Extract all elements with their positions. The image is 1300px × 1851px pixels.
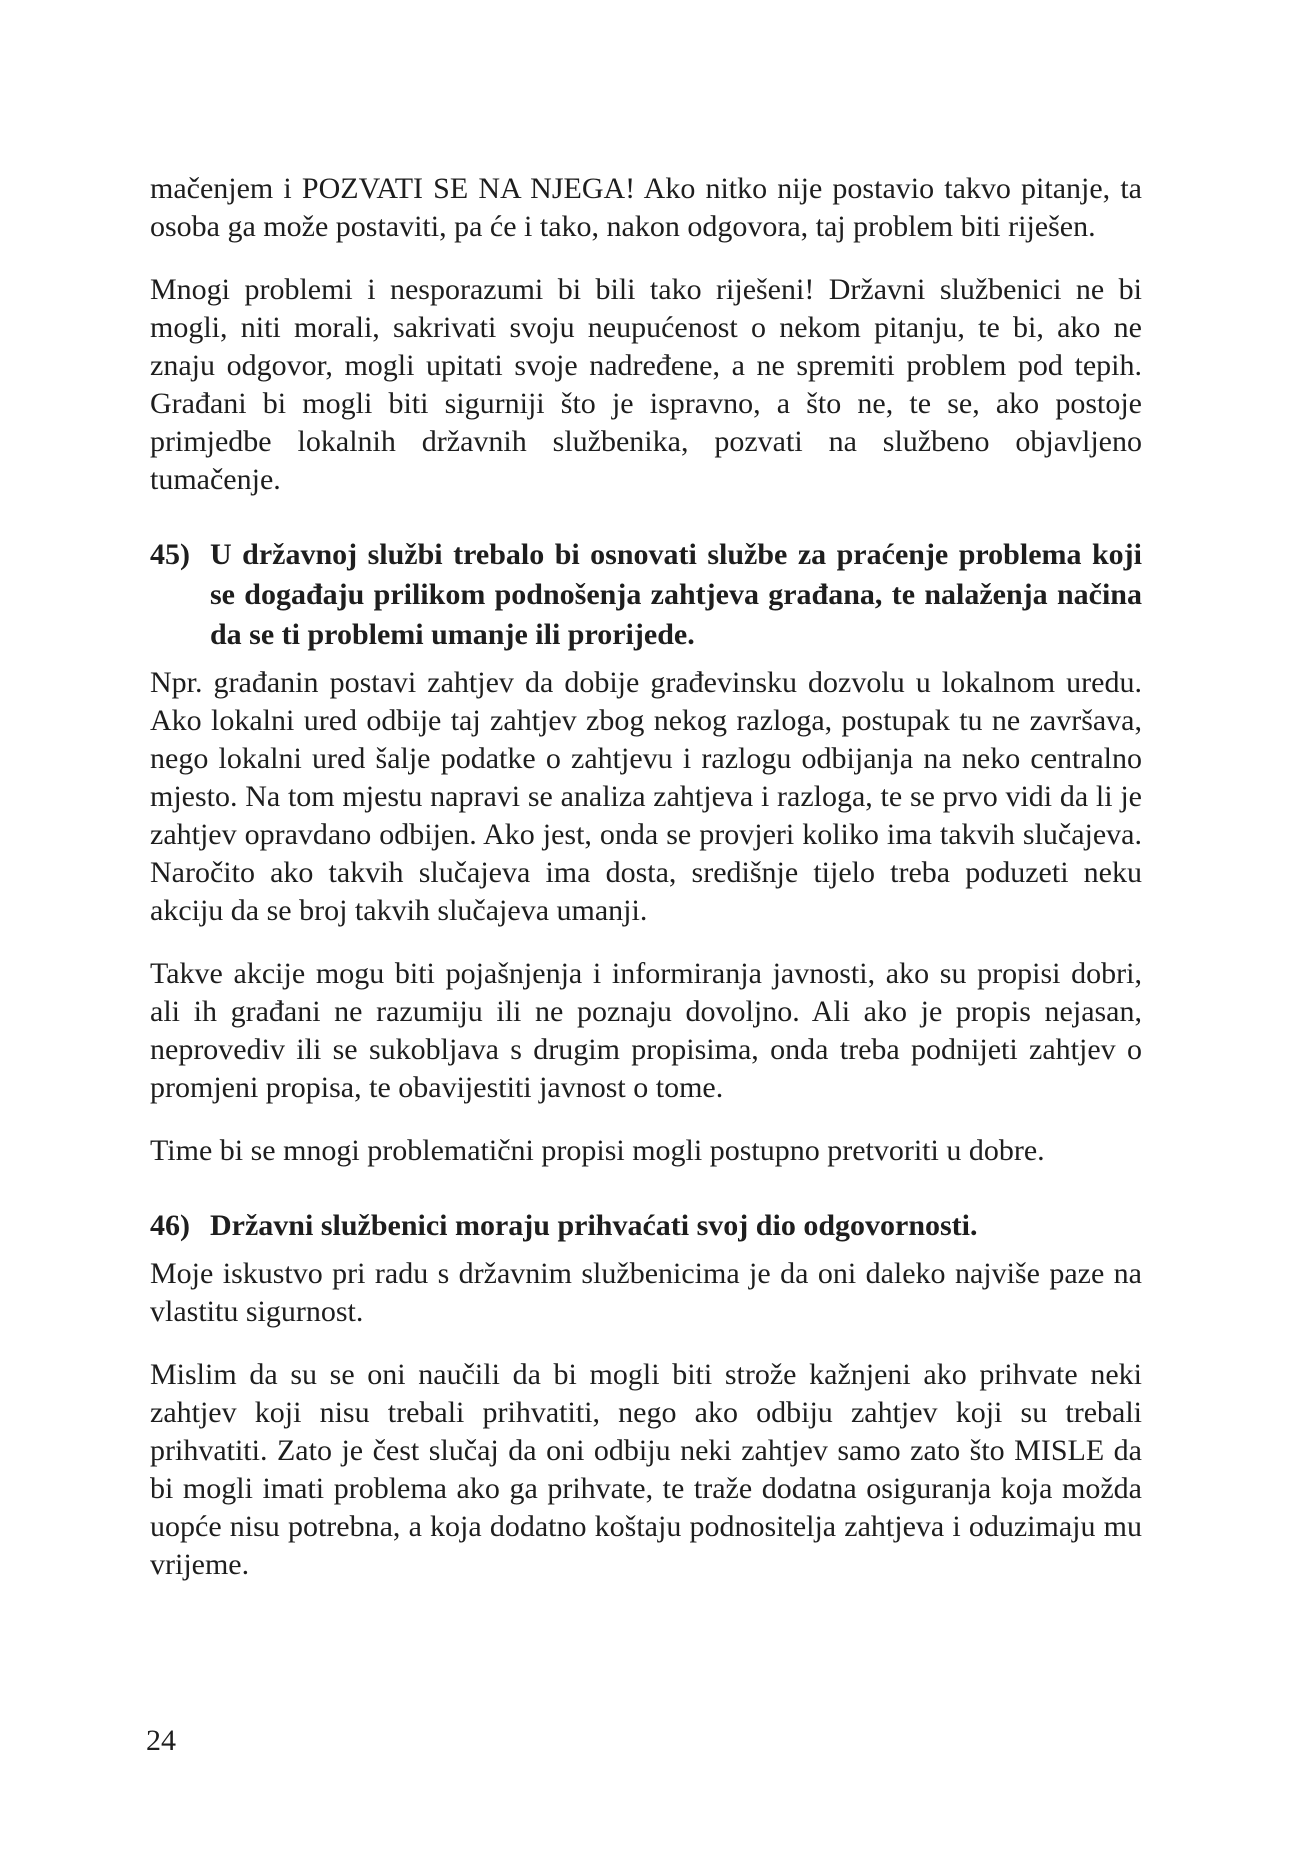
paragraph: Npr. građanin postavi zahtjev da dobije građevinsku dozvolu u lokalnom uredu. Ako lokalni ured odbije taj zahtjev zbog nekog razloga, postupak tu ne završava, nego lokalni ured šalje podatke o zahtjevu i razlogu odbijanja na neko centralno mjesto. Na tom mjestu napravi se analiza zahtjeva i razloga, te se prvo vidi da li je zahtjev opravdano odbijen. Ako jest, onda se provjeri koliko ima takvih slučajeva. Naročito ako takvih slučajeva ima dosta, središnje tijelo treba poduzeti neku akciju da se broj takvih slučajeva umanji. [150, 666, 1142, 927]
section-46-number: 46) [150, 1209, 190, 1242]
section-heading-45 [150, 535, 1142, 655]
paragraph-continuation: mačenjem i POZVATI SE NA NJEGA! Ako nitko nije postavio takvo pitanje, ta osoba ga može postaviti, pa će i tako, nakon odgovora, taj problem biti riješen. [150, 172, 1142, 243]
page-number: 24 [146, 1724, 176, 1757]
section-heading-46 [150, 1206, 1142, 1246]
paragraph: Time bi se mnogi problematični propisi mogli postupno pretvoriti u dobre. [150, 1134, 1045, 1167]
section-45-number: 45) [150, 538, 190, 571]
paragraph: Mnogi problemi i nesporazumi bi bili tako riješeni! Državni službenici ne bi mogli, niti morali, sakrivati svoju neupućenost o nekom pitanju, te bi, ako ne znaju odgovor, mogli upitati svoje nadređene, a ne spremiti problem pod tepih. Građani bi mogli biti sigurniji što je ispravno, a što ne, te se, ako postoje primjedbe lokalnih državnih službenika, pozvati na službeno objavljeno tumačenje. [150, 273, 1142, 496]
section-45-title: U državnoj službi trebalo bi osnovati službe za praćenje problema koji se događaju prilikom podnošenja zahtjeva građana, te nalaženja načina da se ti problemi umanje ili prorijede. [210, 538, 1142, 651]
paragraph: Moje iskustvo pri radu s državnim službenicima je da oni daleko najviše paze na vlastitu sigurnost. [150, 1257, 1142, 1328]
page-body [150, 170, 1142, 1609]
paragraph: Mislim da su se oni naučili da bi mogli biti strože kažnjeni ako prihvate neki zahtjev koji nisu trebali prihvatiti, nego ako odbiju zahtjev koji su trebali prihvatiti. Zato je čest slučaj da oni odbiju neki zahtjev samo zato što MISLE da bi mogli imati problema ako ga prihvate, te traže dodatna osiguranja koja možda uopće nisu potrebna, a koja dodatno koštaju podnositelja zahtjeva i oduzimaju mu vrijeme. [150, 1358, 1142, 1581]
paragraph: Takve akcije mogu biti pojašnjenja i informiranja javnosti, ako su propisi dobri, ali ih građani ne razumiju ili ne poznaju dovoljno. Ali ako je propis nejasan, neprovediv ili se sukobljava s drugim propisima, onda treba podnijeti zahtjev o promjeni propisa, te obavijestiti javnost o tome. [150, 957, 1142, 1104]
section-46-title: Državni službenici moraju prihvaćati svoj dio odgovornosti. [210, 1209, 978, 1242]
